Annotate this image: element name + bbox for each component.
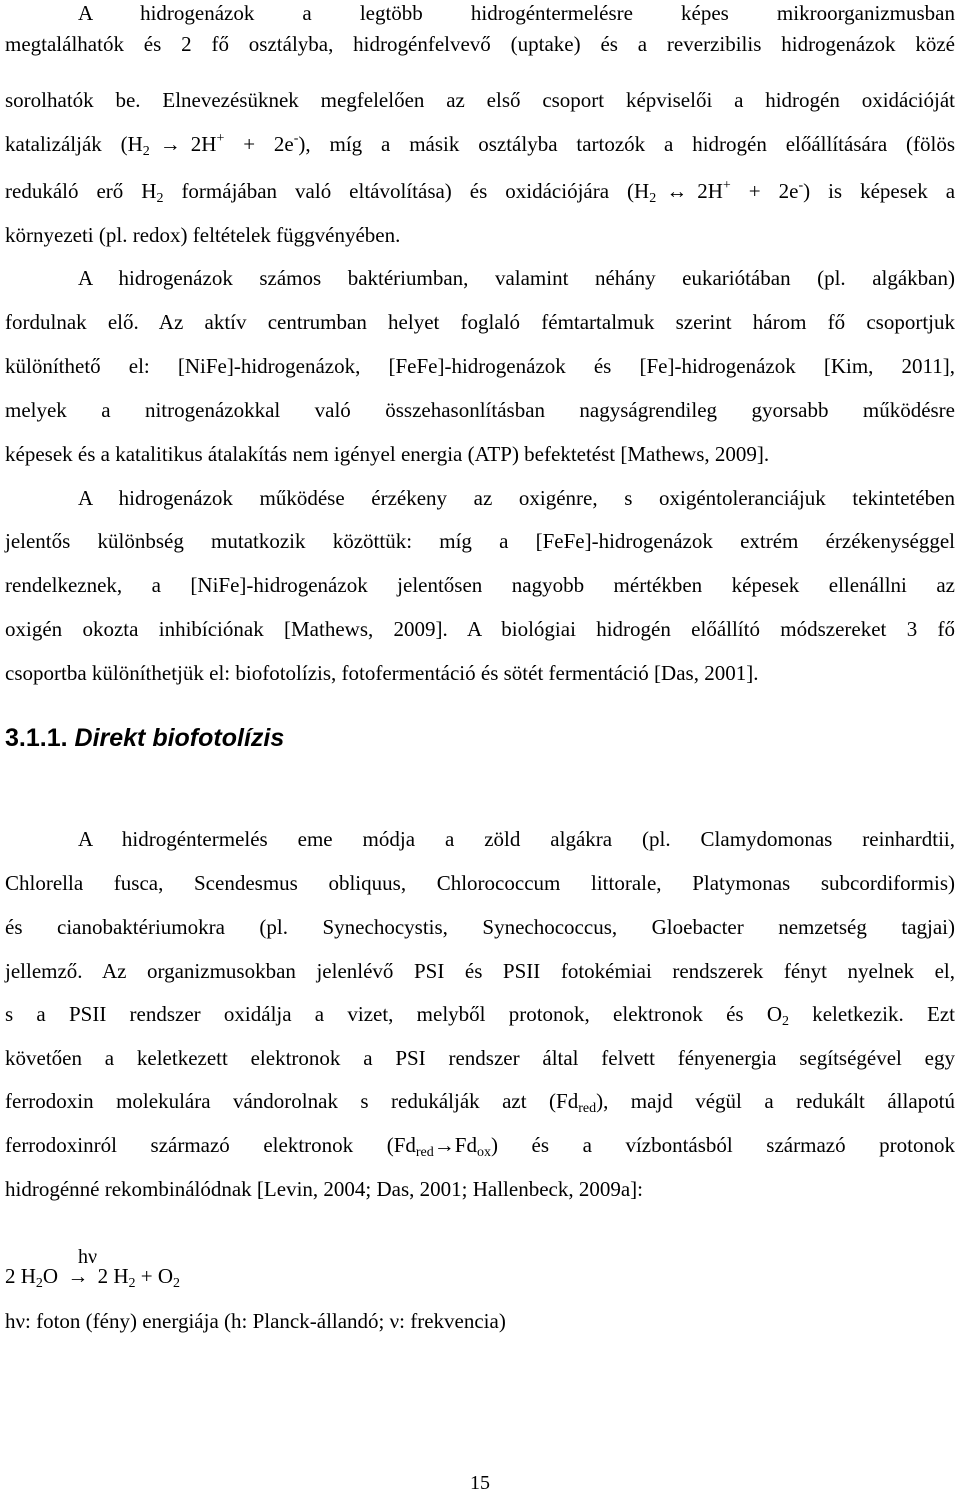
p4-line-7: ferrodoxin molekulára vándorolnak s redukálják azt $(Fd_{red})$, majd végül a redukált állapotú [5, 1089, 955, 1116]
reaction-arrow: → [67, 1264, 89, 1288]
p1-line-3: sorolhatók be. Elnevezésüknek megfelelően az első csoport képviselői a hidrogén oxidációját [5, 88, 955, 112]
p1-line-5: redukáló erő $H_2$ formájában való eltávolítása) és oxidációjára ($H_2$ ↔ 2H+ + 2e-) is képesek a [5, 178, 956, 206]
section-heading [5, 724, 284, 753]
section-title: Direkt biofotolízis [74, 724, 285, 752]
p1-line-2: megtalálhatók és 2 fő osztályba, hidrogénfelvevő (uptake) és a reverzibilis hidrogenázok közé [5, 32, 955, 56]
equation-hv-label: hν [78, 1246, 98, 1268]
p1-line-4: katalizálják $(H_2 \to 2H^+ + 2e^-)$, míg a másik osztályba tartozók a hidrogén előállítására (fölös [5, 131, 955, 159]
p1-line-1: A hidrogenázok a legtöbb hidrogéntermelésre képes mikroorganizmusban [78, 1, 955, 25]
p3-line-5: csoportba különíthetjük el: biofotolízis, fotofermentáció és sötét fermentáció [Das, 2001]. [5, 661, 759, 685]
p4-line-1: A hidrogéntermelés eme módja a zöld algákra (pl. Clamydomonas reinhardtii, [78, 827, 955, 851]
p3-line-3: rendelkeznek, a [NiFe]-hidrogenázok jelentősen nagyobb mértékben képesek ellenállni az [5, 573, 955, 597]
page-number: 15 [470, 1472, 490, 1494]
p2-line-5: képesek és a katalitikus átalakítás nem igényel energia (ATP) befektetést [Mathews, 2009]. [5, 442, 770, 466]
section-number: 3.1.1. [5, 724, 68, 752]
p2-line-2: fordulnak elő. Az aktív centrumban helyet foglaló fémtartalmuk szerint három fő csoportjuk [5, 310, 955, 334]
p4-line-3: és cianobaktériumokra (pl. Synechocystis, Synechococcus, Gloebacter nemzetség tagjai) [5, 915, 955, 939]
p2-line-3: különíthető el: [NiFe]-hidrogenázok, [FeFe]-hidrogenázok és [Fe]-hidrogenázok [Kim, 2011], [5, 354, 955, 378]
p4-line-5: s a PSII rendszer oxidálja a vizet, melyből protonok, elektronok és $O_2$ keletkezik. Ezt [5, 1002, 955, 1029]
p4-line-8: ferrodoxinról származó elektronok $(Fd_{red}\to Fd_{ox})$ és a vízbontásból származó protonok [5, 1133, 955, 1160]
equation-legend: hν: foton (fény) energiája (h: Planck-állandó; ν: frekvencia) [5, 1309, 506, 1333]
reaction-equation: 2 $H_2O \to 2$ $H_2 + O_2$ [5, 1264, 181, 1291]
p3-line-1: A hidrogenázok működése érzékeny az oxigénre, s oxigéntoleranciájuk tekintetében [78, 486, 955, 510]
p4-line-9: hidrogénné rekombinálódnak [Levin, 2004; Das, 2001; Hallenbeck, 2009a]: [5, 1177, 643, 1201]
p2-line-1: A hidrogenázok számos baktériumban, valamint néhány eukariótában (pl. algákban) [78, 266, 955, 290]
p3-line-2: jelentős különbség mutatkozik közöttük: míg a [FeFe]-hidrogenázok extrém érzékenységgel [5, 529, 955, 553]
p4-line-6: követően a keletkezett elektronok a PSI rendszer által felvett fényenergia segítségével egy [5, 1046, 955, 1070]
p2-line-4: melyek a nitrogenázokkal való összehasonlításban nagyságrendileg gyorsabb működésre [5, 398, 955, 422]
p1-line-6: környezeti (pl. redox) feltételek függvényében. [5, 223, 401, 247]
p4-line-2: Chlorella fusca, Scendesmus obliquus, Chlorococcum littorale, Platymonas subcordiformis) [5, 871, 955, 895]
p4-line-4: jellemző. Az organizmusokban jelenlévő PSI és PSII fotokémiai rendszerek fényt nyelnek el, [5, 959, 955, 983]
p3-line-4: oxigén okozta inhibíciónak [Mathews, 2009]. A biológiai hidrogén előállító módszereket 3 fő [5, 617, 955, 641]
